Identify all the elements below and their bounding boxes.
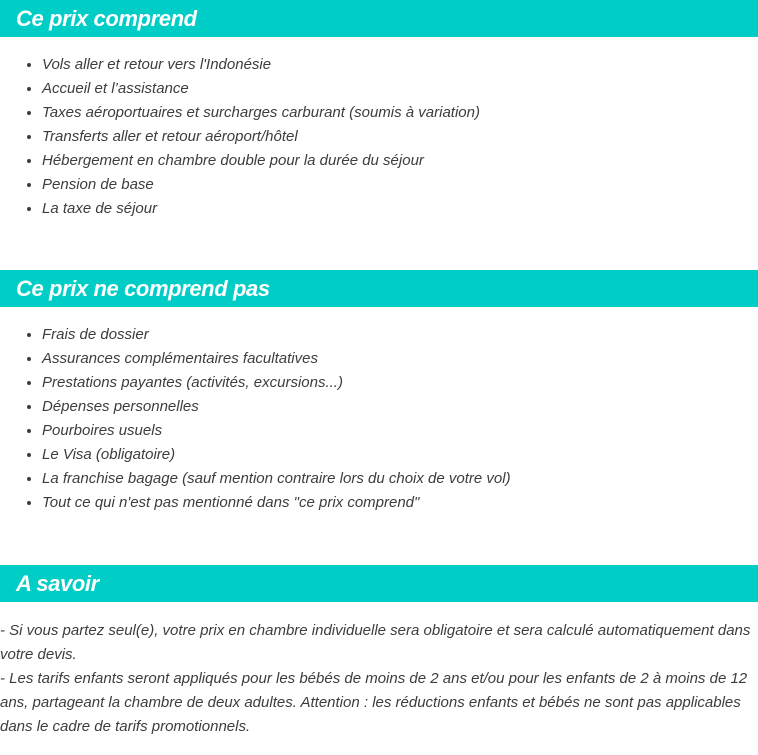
good-to-know-text	[0, 619, 758, 739]
list-item: • Hébergement en chambre double pour la durée du séjour	[42, 149, 748, 173]
list-item: • Vols aller et retour vers l'Indonésie	[42, 53, 748, 77]
info-paragraph: - Les tarifs enfants seront appliqués pour les bébés de moins de 2 ans et/ou pour les enfants de 2 à moins de 12 ans, partageant la chambre de deux adultes. Attention : les réductions enfants et bébés ne sont pas applicables dans le cadre de tarifs promotionnels.	[0, 670, 748, 735]
list-item: • Dépenses personnelles	[42, 395, 748, 419]
section-price-not-included	[0, 270, 758, 515]
section-good-to-know	[0, 565, 758, 739]
list-item: • Assurances complémentaires facultatives	[42, 347, 748, 371]
not-included-list	[0, 323, 758, 515]
list-item: • Pourboires usuels	[42, 419, 748, 443]
section-title: Ce prix ne comprend pas	[16, 275, 270, 301]
section-header-bar	[0, 565, 758, 602]
list-item: • La taxe de séjour	[42, 197, 748, 221]
list-item: • Le Visa (obligatoire)	[42, 443, 748, 467]
list-item: • Pension de base	[42, 173, 748, 197]
list-item: • Transferts aller et retour aéroport/hôtel	[42, 125, 748, 149]
section-title: A savoir	[16, 570, 99, 596]
list-item: • Accueil et l’assistance	[42, 77, 748, 101]
list-item: • Taxes aéroportuaires et surcharges carburant (soumis à variation)	[42, 101, 748, 125]
list-item: • Prestations payantes (activités, excursions...)	[42, 371, 748, 395]
included-list	[0, 53, 758, 221]
section-title: Ce prix comprend	[16, 5, 197, 31]
list-item: • Frais de dossier	[42, 323, 748, 347]
section-header-bar	[0, 0, 758, 37]
section-price-included	[0, 0, 758, 221]
list-item: • Tout ce qui n'est pas mentionné dans "ce prix comprend"	[42, 491, 748, 515]
section-header-bar	[0, 270, 758, 307]
info-paragraph: - Si vous partez seul(e), votre prix en chambre individuelle sera obligatoire et sera calculé automatiquement dans votre devis.	[0, 622, 751, 663]
list-item: • La franchise bagage (sauf mention contraire lors du choix de votre vol)	[42, 467, 748, 491]
